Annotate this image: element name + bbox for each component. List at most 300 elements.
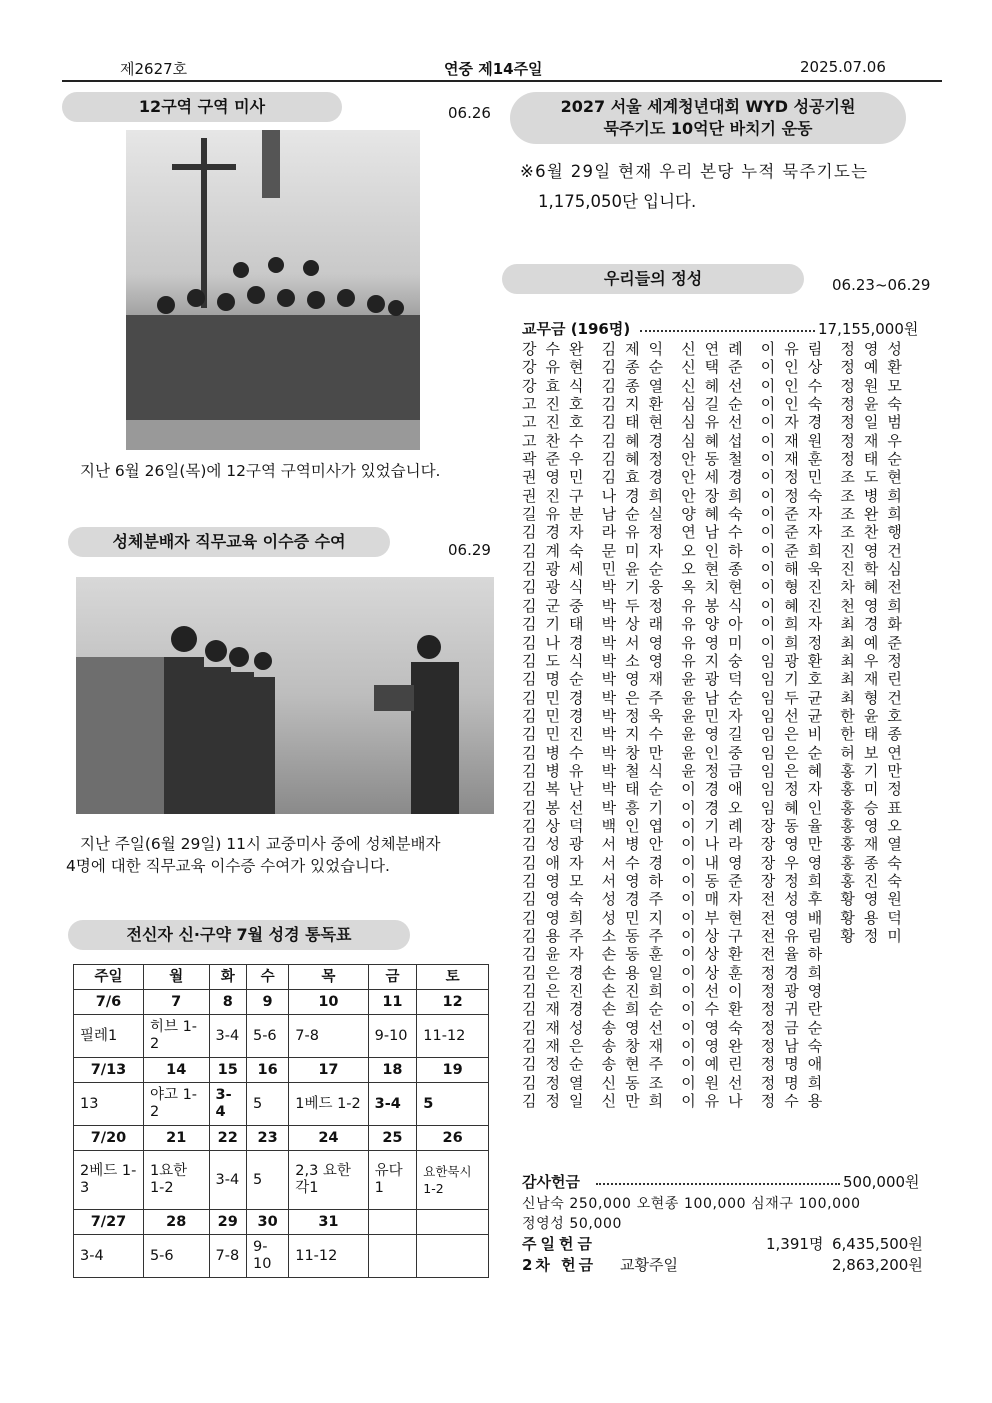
donor-name: 김민경 [522,706,593,725]
donor-name: 권진구 [522,486,593,505]
donor-name: 이희정 [760,633,832,652]
donor-name: 장우영 [760,853,832,872]
donor-name: 이원선 [681,1073,752,1092]
donor-name: 임혜인 [760,798,832,817]
date-cell: 7/20 [74,1126,144,1151]
reading-cell: 3-4 [209,1151,246,1210]
reading-cell: 2,3 요한 각1 [289,1151,368,1210]
donor-name: 이상훈 [681,963,752,982]
date-cell: 19 [417,1058,489,1083]
donor-name: 전영배 [760,908,832,927]
donor-name: 오인하 [681,541,752,560]
donor-name: 박은주 [601,688,673,707]
donor-name: 조도현 [840,468,911,487]
mass-date: 06.26 [448,104,491,122]
donor-name: 박철식 [601,761,673,780]
donor-name: 이인숙 [760,395,832,414]
donor-name: 최우정 [840,651,911,670]
reading-cell: 5 [417,1083,489,1126]
donor-name: 김명순 [522,670,593,689]
donor-name: 서병안 [601,835,673,854]
section-title-bible: 전신자 신·구약 7월 성경 통독표 [68,920,410,950]
date-cell: 28 [143,1210,209,1235]
donor-name: 심혜섭 [681,431,752,450]
donor-name: 장정희 [760,871,832,890]
donor-name: 김태현 [601,413,673,432]
section-title-offering: 우리들의 정성 [502,264,804,294]
donor-name: 나경희 [601,486,673,505]
donor-name-row [522,707,920,725]
reading-row [74,1015,489,1058]
donor-name: 정원모 [840,376,911,395]
donor-name: 전유림 [760,927,832,945]
donor-name: 이영완 [681,1037,752,1056]
date-cell: 9 [246,990,288,1015]
donor-name: 홍진숙 [840,871,911,890]
reading-cell: 히브 1-2 [143,1015,209,1058]
donor-name: 이매자 [681,890,752,909]
donor-name: 김상덕 [522,816,593,835]
donor-name-row [522,450,920,468]
second-collection-note: 교황주일 [620,1256,678,1274]
wyd-note-line2: 1,175,050단 입니다. [538,192,697,211]
donor-name: 정수용 [760,1092,832,1111]
donor-name: 김재경 [522,1000,593,1019]
date-cell: 21 [143,1126,209,1151]
donor-name: 심유선 [681,413,752,432]
donor-name: 박지수 [601,725,673,744]
reading-cell: 7-8 [209,1235,246,1278]
date-cell: 7/6 [74,990,144,1015]
school-fee-amount: 17,155,000원 [818,320,919,338]
donor-name: 홍재열 [840,835,911,854]
donor-name: 이유나 [681,1092,752,1111]
donor-name: 송영선 [601,1018,673,1037]
reading-cell: 11-12 [417,1015,489,1058]
donor-name: 성경주 [601,890,673,909]
donor-name: 강효식 [522,376,593,395]
donor-name: 민윤순 [601,560,673,579]
donor-name-row [522,413,920,431]
date-cell [417,1210,489,1235]
date-row [74,1210,489,1235]
table-header-cell: 금 [368,965,417,990]
donor-name: 김민진 [522,725,593,744]
donor-name: 임광환 [760,651,832,670]
donor-name-row [522,432,920,450]
donor-name [840,1055,920,1073]
donor-name: 김혜경 [601,431,673,450]
donor-name: 전성후 [760,890,832,909]
donor-name: 김애자 [522,853,593,872]
donor-name: 이선이 [681,982,752,1001]
donor-name: 신만희 [601,1092,673,1111]
donor-name-row [522,542,920,560]
donor-name-row [522,1000,920,1018]
certificate-date: 06.29 [448,541,491,559]
donor-name-row [522,854,920,872]
donor-name: 안장희 [681,486,752,505]
section-title-certificate: 성체분배자 직무교육 이수증 수여 [68,527,390,557]
donor-name: 김영숙 [522,890,593,909]
donor-name: 정명희 [760,1073,832,1092]
donor-name-row [522,634,920,652]
donor-name: 권영민 [522,468,593,487]
reading-cell: 5 [246,1151,288,1210]
table-header-cell: 토 [417,965,489,990]
donor-name: 박두정 [601,596,673,615]
donor-name: 홍종숙 [840,853,911,872]
donor-name: 김혜정 [601,450,673,469]
date-cell: 31 [289,1210,368,1235]
donor-name: 이재원 [760,431,832,450]
donor-name: 정일범 [840,413,911,432]
donor-name: 차혜전 [840,578,911,597]
donor-name: 김광세 [522,560,593,579]
reading-cell [368,1235,417,1278]
reading-row [74,1083,489,1126]
donor-name-row [522,927,920,945]
donor-name: 곽준우 [522,450,593,469]
donor-name: 박정욱 [601,706,673,725]
donor-name-row [522,597,920,615]
donor-name: 한태종 [840,725,911,744]
wyd-note-line1: ※6월 29일 현재 우리 본당 누적 묵주기도는 [520,162,869,181]
donor-name-row [522,1092,920,1110]
donor-name: 이혜진 [760,596,832,615]
donor-name: 강수완 [522,340,593,358]
donor-name: 소동주 [601,927,673,945]
date-cell: 7/13 [74,1058,144,1083]
donor-name-row [522,505,920,523]
reading-cell: 2베드 1-3 [74,1151,144,1210]
reading-cell: 유다 1 [368,1151,417,1210]
reading-row [74,1235,489,1278]
wyd-title-line1: 2027 서울 세계청년대회 WYD 성공기원 [560,97,856,116]
reading-cell: 3-4 [209,1015,246,1058]
donor-name [840,1019,920,1037]
date-cell: 7 [143,990,209,1015]
date-cell: 17 [289,1058,368,1083]
donor-name: 박서영 [601,633,673,652]
reading-cell: 5-6 [246,1015,288,1058]
donor-name: 정광영 [760,982,832,1001]
date-cell: 30 [246,1210,288,1235]
second-collection-label: 2차 헌금 [522,1256,597,1274]
donor-name: 윤정금 [681,761,752,780]
donor-name: 홍기만 [840,761,911,780]
donor-name: 신헤선 [681,376,752,395]
donor-name-row [522,578,920,596]
reading-cell [417,1235,489,1278]
donor-name: 성민지 [601,908,673,927]
donor-name: 이상구 [681,927,752,945]
donor-name: 연남수 [681,523,752,542]
certificate-caption-line2: 4명에 대한 직무교육 이수증 수여가 있었습니다. [66,857,390,875]
donor-name: 고진호 [522,413,593,432]
donor-name: 백인엽 [601,816,673,835]
donor-name: 진영건 [840,541,911,560]
second-collection-amount: 2,863,200원 [832,1256,923,1274]
donor-name: 윤남순 [681,688,752,707]
school-fee-leader [640,330,815,332]
donor-name: 천영희 [840,596,911,615]
donor-name: 김기태 [522,615,593,634]
reading-cell: 5-6 [143,1235,209,1278]
donor-name: 임은비 [760,725,832,744]
table-header-cell: 월 [143,965,209,990]
donor-name: 손진희 [601,982,673,1001]
donor-name-row [522,377,920,395]
donor-name: 한윤호 [840,706,911,725]
donor-name: 손동훈 [601,945,673,964]
donor-name [840,982,920,1000]
donor-name: 임두균 [760,688,832,707]
donor-name: 신연례 [681,340,752,358]
date-cell: 7/27 [74,1210,144,1235]
reading-cell: 3-4 [209,1083,246,1126]
donor-name: 유지숭 [681,651,752,670]
donor-name: 옥치현 [681,578,752,597]
donor-name-row [522,1055,920,1073]
donor-name-row [522,817,920,835]
donor-name: 김재성 [522,1018,593,1037]
donor-name: 윤영길 [681,725,752,744]
donor-name: 정윤숙 [840,395,911,414]
donor-name: 양혜숙 [681,505,752,524]
date-cell: 29 [209,1210,246,1235]
reading-cell: 3-4 [74,1235,144,1278]
donor-name: 김병유 [522,761,593,780]
donor-name: 이준자 [760,523,832,542]
date-cell: 16 [246,1058,288,1083]
donor-name: 조병희 [840,486,911,505]
reading-row [74,1151,489,1210]
donor-name-row [522,799,920,817]
school-fee-label: 교무금 (196명) [522,320,631,338]
donor-name: 정태순 [840,450,911,469]
donor-name-row [522,872,920,890]
donor-name: 김종열 [601,376,673,395]
donor-name: 홍승표 [840,798,911,817]
donor-name: 김효경 [601,468,673,487]
date-row [74,990,489,1015]
reading-cell: 5 [246,1083,288,1126]
donor-name: 박흥기 [601,798,673,817]
donor-name: 김정순 [522,1055,593,1074]
date-cell: 25 [368,1126,417,1151]
date-cell: 26 [417,1126,489,1151]
donor-name: 김경자 [522,523,593,542]
reading-cell: 1베드 1-2 [289,1083,368,1126]
issue-date: 2025.07.06 [800,58,886,76]
donor-name-row [522,395,920,413]
donor-name-row [522,615,920,633]
donor-name: 유봉식 [681,596,752,615]
table-header-cell: 수 [246,965,288,990]
donor-name-row [522,835,920,853]
date-row [74,1126,489,1151]
table-header-cell: 화 [209,965,246,990]
donor-name: 송창재 [601,1037,673,1056]
donor-name: 김영희 [522,908,593,927]
donor-name: 신동조 [601,1073,673,1092]
donor-name: 이유림 [760,340,832,358]
donor-name: 전율하 [760,945,832,964]
donor-name: 이인상 [760,358,832,377]
donor-name: 길유분 [522,505,593,524]
donor-name: 송현주 [601,1055,673,1074]
donor-name: 정명애 [760,1055,832,1074]
donor-name: 윤인중 [681,743,752,762]
donor-name: 심길순 [681,395,752,414]
donor-name: 장동율 [760,816,832,835]
donor-name: 황영원 [840,890,911,909]
donor-name: 박소영 [601,651,673,670]
donor-name: 손희순 [601,1000,673,1019]
donor-name: 김봉선 [522,798,593,817]
donor-name: 임은혜 [760,761,832,780]
donor-name: 손용일 [601,963,673,982]
donor-name: 서영하 [601,871,673,890]
donor-name: 박영재 [601,670,673,689]
donor-name-row [522,670,920,688]
date-cell: 23 [246,1126,288,1151]
donor-name: 라유정 [601,523,673,542]
thanks-offering-label: 감사헌금 [522,1173,580,1191]
donor-name: 김민경 [522,688,593,707]
donor-name: 임정자 [760,780,832,799]
donor-name: 윤광덕 [681,670,752,689]
donor-name [840,945,920,963]
donor-name-row [522,725,920,743]
donor-name [840,1074,920,1092]
date-cell: 11 [368,990,417,1015]
donor-name: 최경화 [840,615,911,634]
donor-name: 박태순 [601,780,673,799]
donor-name: 최재린 [840,670,911,689]
reading-cell: 7-8 [289,1015,368,1058]
issue-number: 제2627호 [120,60,188,78]
donor-name: 정남숙 [760,1037,832,1056]
donor-name: 임선균 [760,706,832,725]
donor-name: 이재훈 [760,450,832,469]
donor-name: 안동철 [681,450,752,469]
donor-name-row [522,890,920,908]
donor-name: 신택준 [681,358,752,377]
donor-name: 황정미 [840,927,911,945]
mass-caption: 지난 6월 26일(목)에 12구역 구역미사가 있었습니다. [80,462,441,480]
donor-name: 강유현 [522,358,593,377]
reading-cell: 9-10 [246,1235,288,1278]
mass-group-photo [126,130,420,450]
donor-name: 이정민 [760,468,832,487]
section-title-wyd [510,92,906,144]
donor-name: 조완희 [840,505,911,524]
donor-name-row [522,487,920,505]
donor-name: 임기호 [760,670,832,689]
donor-name: 남순실 [601,505,673,524]
reading-cell: 3-4 [368,1083,417,1126]
donor-name: 김용주 [522,927,593,945]
donor-name: 이형진 [760,578,832,597]
certificate-ceremony-photo [76,577,494,814]
thanks-offering-amount: 500,000원 [843,1173,920,1191]
date-cell: 8 [209,990,246,1015]
donor-name: 김정열 [522,1073,593,1092]
donor-name: 이자경 [760,413,832,432]
donor-name-row [522,780,920,798]
donor-name: 김정일 [522,1092,593,1111]
certificate-caption-line1: 지난 주일(6월 29일) 11시 교중미사 중에 성체분배자 [80,835,441,853]
donor-name: 최예준 [840,633,911,652]
donor-name [840,1037,920,1055]
donor-name: 이상환 [681,945,752,964]
reading-cell: 필레1 [74,1015,144,1058]
date-cell: 10 [289,990,368,1015]
donor-name: 김은진 [522,982,593,1001]
donor-name: 김나경 [522,633,593,652]
liturgical-week: 연중 제14주일 [444,60,543,78]
donor-name: 윤민자 [681,706,752,725]
thanks-offering-donors-line2: 정영성 50,000 [522,1216,623,1232]
donor-name [840,1092,920,1110]
donor-name: 김영모 [522,871,593,890]
donor-name: 유영미 [681,633,752,652]
donor-name: 박창만 [601,743,673,762]
donor-name-list [522,340,920,1110]
donor-name-row [522,1074,920,1092]
wyd-title-line2: 묵주기도 10억단 바치기 운동 [603,119,813,138]
donor-name: 이정숙 [760,486,832,505]
donor-name: 이해욱 [760,560,832,579]
donor-name-row [522,964,920,982]
page-header [62,58,942,82]
donor-name-row [522,358,920,376]
donor-name-row [522,982,920,1000]
donor-name: 이내영 [681,853,752,872]
donor-name: 이경오 [681,798,752,817]
section-title-mass: 12구역 구역 미사 [62,92,342,122]
donor-name: 고진호 [522,395,593,414]
donor-name: 정경희 [760,963,832,982]
donor-name: 김도식 [522,651,593,670]
donor-name: 김성광 [522,835,593,854]
donor-name-row [522,689,920,707]
donor-name: 이준자 [760,505,832,524]
reading-cell: 요한묵시 1-2 [417,1151,489,1210]
donor-name: 이수환 [681,1000,752,1019]
donor-name-row [522,1019,920,1037]
donor-name: 김계숙 [522,541,593,560]
reading-cell: 9-10 [368,1015,417,1058]
donor-name: 안세경 [681,468,752,487]
donor-name: 장영만 [760,835,832,854]
donor-name: 김종순 [601,358,673,377]
offering-period: 06.23~06.29 [832,276,931,294]
donor-name: 이동준 [681,871,752,890]
donor-name: 이인수 [760,376,832,395]
donor-name-row [522,560,920,578]
donor-name: 최형건 [840,688,911,707]
date-cell: 24 [289,1126,368,1151]
donor-name-row [522,744,920,762]
donor-name: 이기례 [681,816,752,835]
donor-name: 이희자 [760,615,832,634]
donor-name: 임은순 [760,743,832,762]
donor-name: 유양아 [681,615,752,634]
donor-name: 조찬행 [840,523,911,542]
